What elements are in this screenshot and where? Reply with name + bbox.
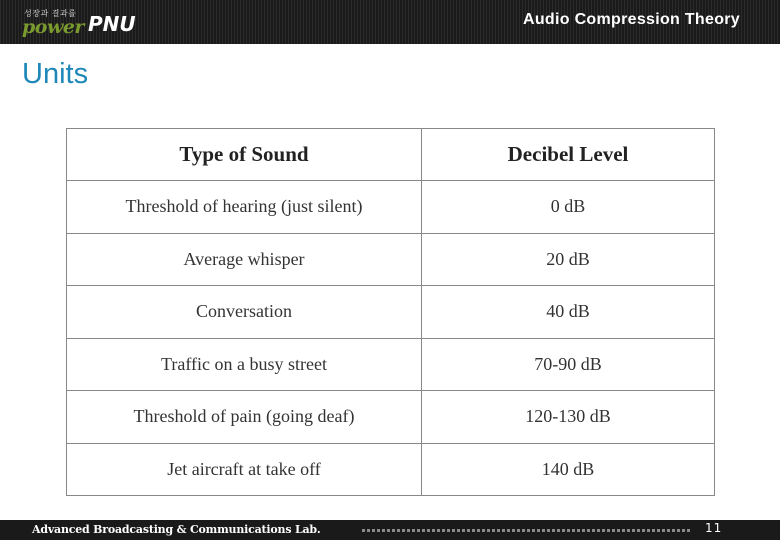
brand-tagline: 성장과 결과를 [24, 9, 77, 18]
sound-type-cell: Traffic on a busy street [67, 338, 422, 391]
sound-type-cell: Threshold of pain (going deaf) [67, 391, 422, 444]
decibel-cell: 120-130 dB [422, 391, 715, 444]
table-row [67, 391, 715, 444]
sound-type-cell: Average whisper [67, 233, 422, 286]
decibel-cell: 40 dB [422, 286, 715, 339]
footer-lab-name: Advanced Broadcasting & Communications Lab. [32, 523, 321, 536]
slide-title: Units [22, 58, 89, 90]
page-number: 11 [705, 521, 723, 535]
header-bar [0, 0, 780, 44]
decibel-cell: 70-90 dB [422, 338, 715, 391]
decibel-cell: 20 dB [422, 233, 715, 286]
table-row [67, 443, 715, 496]
column-header-level: Decibel Level [422, 129, 715, 181]
brand-pnu-text: PNU [88, 12, 136, 36]
table-row [67, 181, 715, 234]
brand-power-text: power [22, 16, 84, 38]
sound-type-cell: Conversation [67, 286, 422, 339]
decibel-cell: 140 dB [422, 443, 715, 496]
table-header-row [67, 129, 715, 181]
column-header-type: Type of Sound [67, 129, 422, 181]
brand-logo [22, 6, 152, 38]
header-divider [0, 44, 780, 45]
decibel-cell: 0 dB [422, 181, 715, 234]
sound-type-cell: Jet aircraft at take off [67, 443, 422, 496]
table-row [67, 338, 715, 391]
sound-type-cell: Threshold of hearing (just silent) [67, 181, 422, 234]
header-title: Audio Compression Theory [523, 11, 740, 28]
table-row [67, 233, 715, 286]
footer-dotted-divider [362, 529, 690, 532]
table-row [67, 286, 715, 339]
decibel-table [66, 128, 715, 496]
